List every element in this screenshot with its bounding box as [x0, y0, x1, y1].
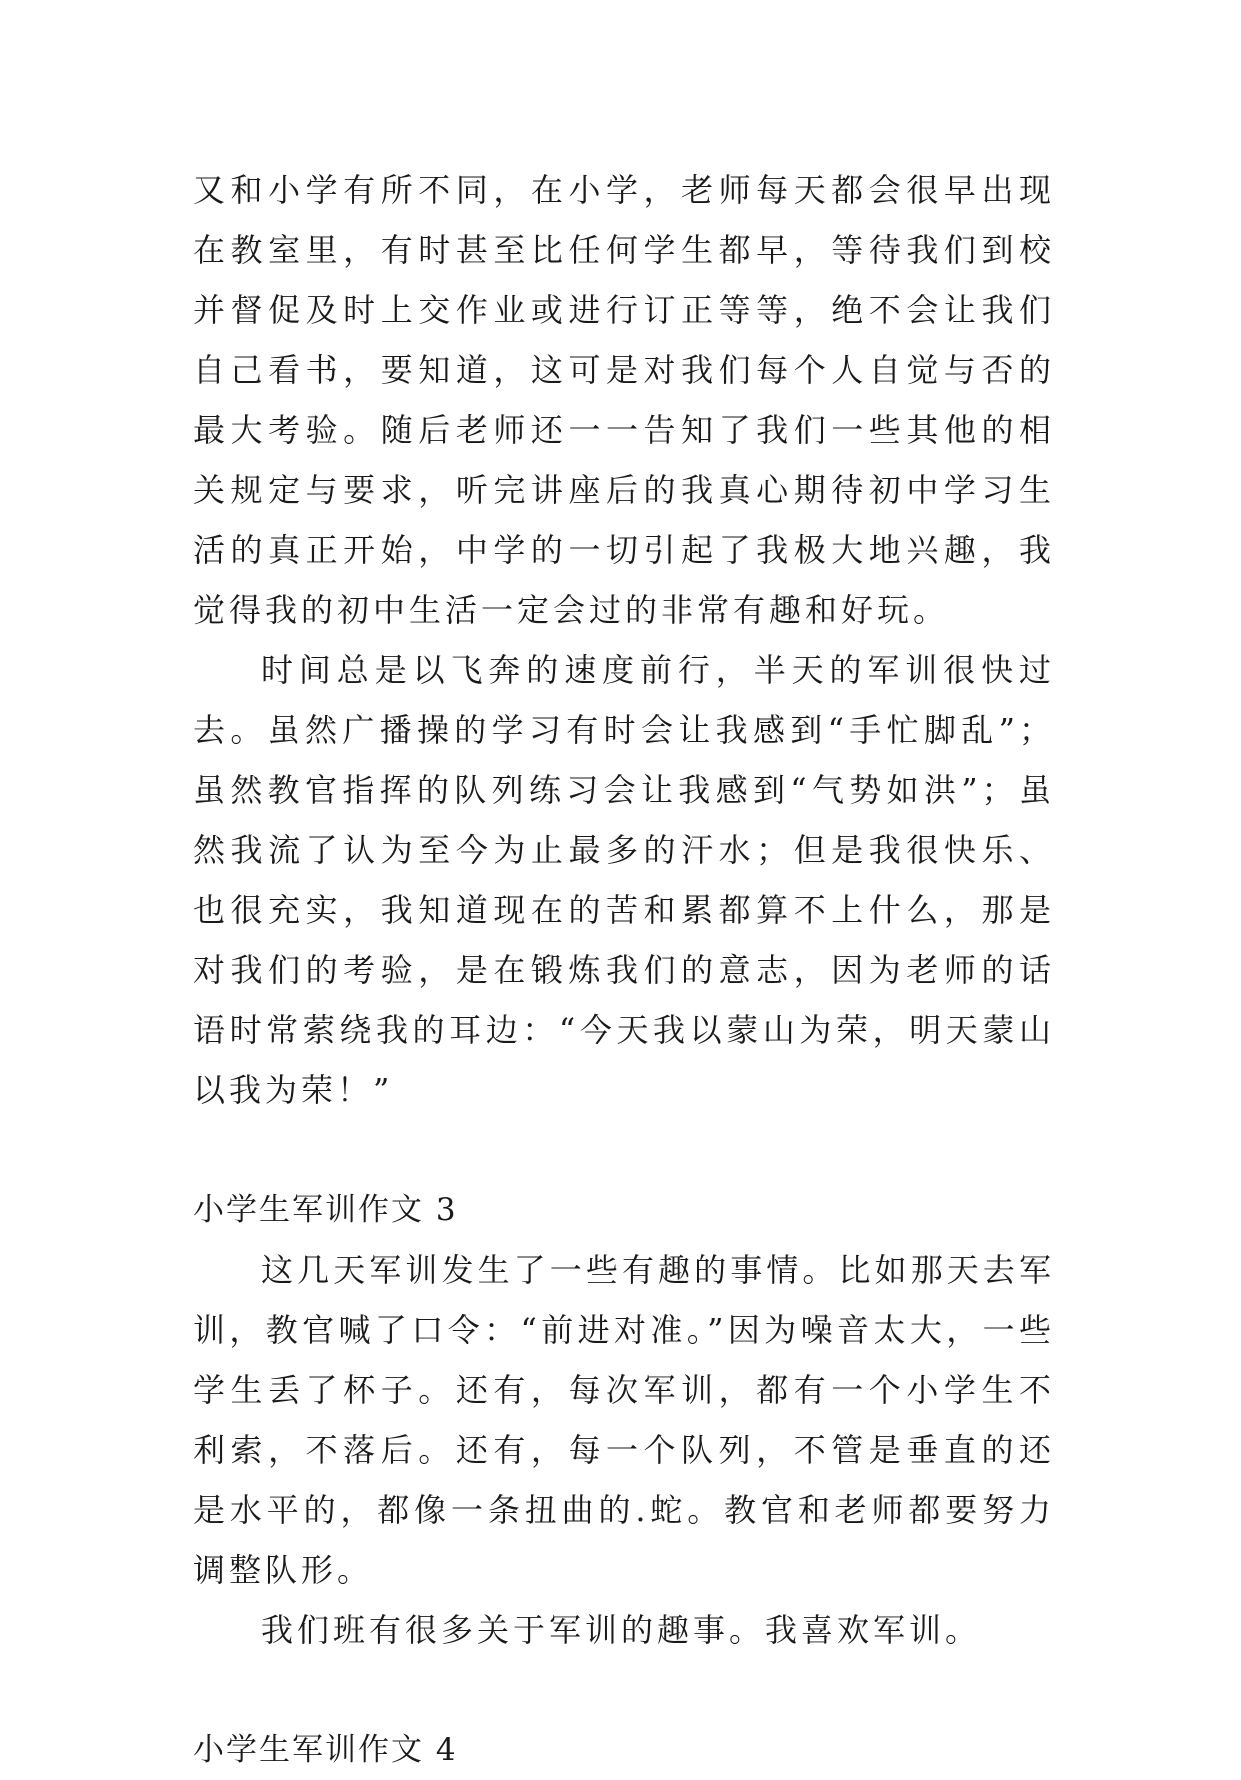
paragraph: 我们班有很多关于军训的趣事。我喜欢军训。: [261, 1611, 982, 1649]
document-body: [193, 160, 1055, 1780]
section-spacer: [193, 1660, 1055, 1720]
section-spacer: [193, 1120, 1055, 1180]
paragraph-continuation: 又和小学有所不同，在小学，老师每天都会很早出现在教室里，有时甚至比任何学生都早，等待我们到校并督促及时上交作业或进行订正等等，绝不会让我们自己看书，要知道，这可是对我们每个人自觉与否的最大考验。随后老师还一一告知了我们一些其他的相关规定与要求，听完讲座后的我真心期待初中学习生活的真正开始，中学的一切引起了我极大地兴趣，我觉得我的初中生活一定会过的非常有趣和好玩。: [193, 171, 1055, 629]
section-heading: 小学生军训作文 3: [193, 1192, 458, 1228]
paragraph: 时间总是以飞奔的速度前行，半天的军训很快过去。虽然广播操的学习有时会让我感到“手忙脚乱”；虽然教官指挥的队列练习会让我感到“气势如洪”；虽然我流了认为至今为止最多的汗水；但是我很快乐、也很充实，我知道现在的苦和累都算不上什么，那是对我们的考验，是在锻炼我们的意志，因为老师的话语时常萦绕我的耳边：“今天我以蒙山为荣，明天蒙山以我为荣！”: [193, 651, 1055, 1109]
paragraph: 这几天军训发生了一些有趣的事情。比如那天去军训，教官喊了口令：“前进对准。”因为噪音太大，一些学生丢了杯子。还有，每次军训，都有一个小学生不利索，不落后。还有，每一个队列，不管是垂直的还是水平的，都像一条扭曲的.蛇。教官和老师都要努力调整队形。: [193, 1251, 1055, 1589]
section-heading: 小学生军训作文 4: [193, 1732, 458, 1768]
